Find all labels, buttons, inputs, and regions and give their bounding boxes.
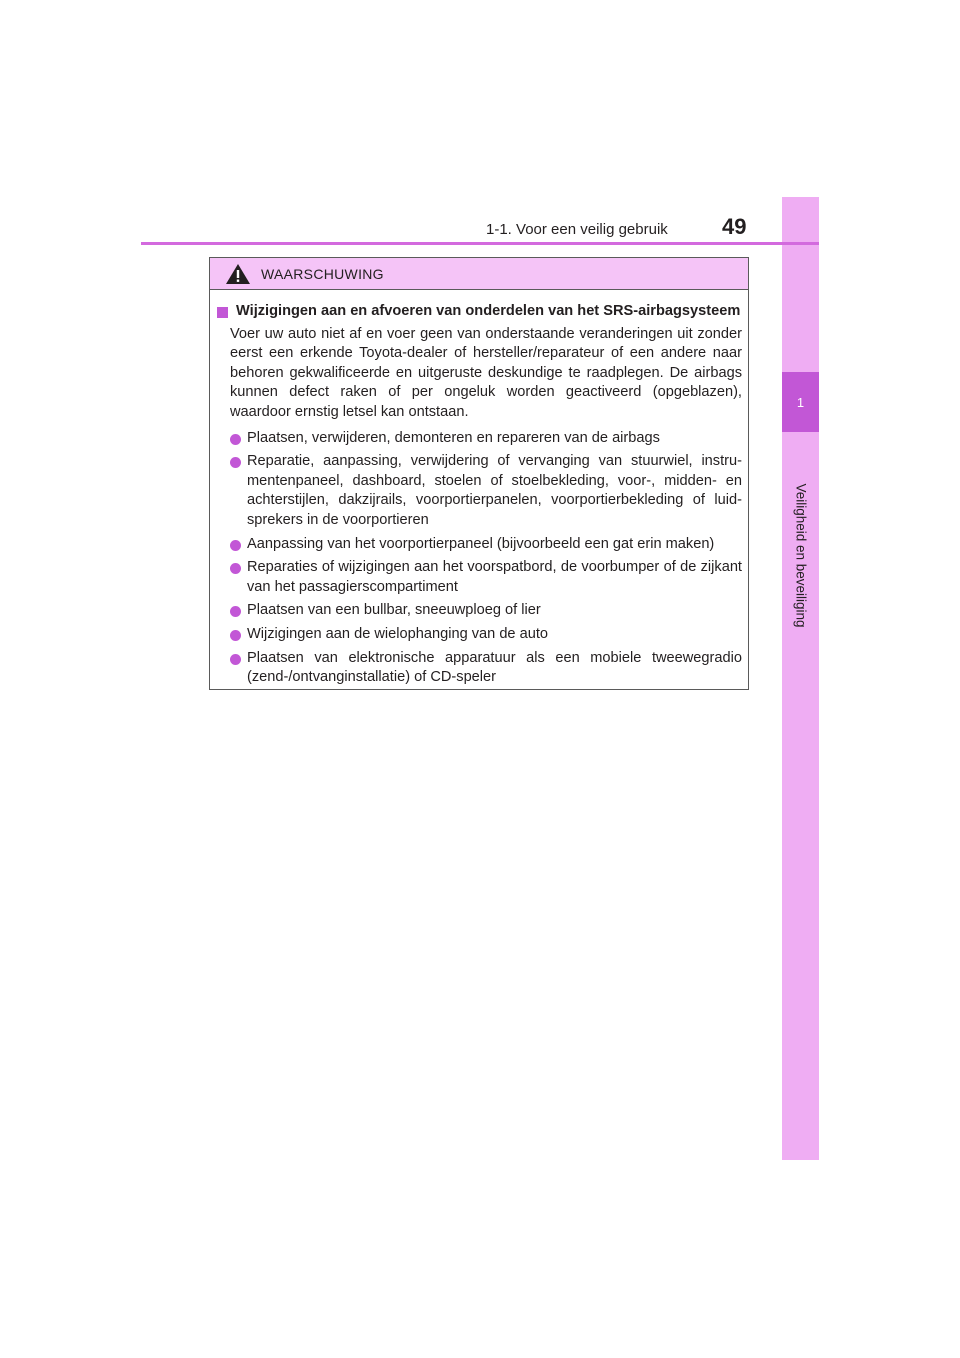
list-item bbox=[230, 535, 742, 555]
warning-title: WAARSCHUWING bbox=[261, 265, 384, 282]
bullet-dot-icon bbox=[230, 606, 241, 617]
warning-body bbox=[210, 290, 748, 688]
warning-box bbox=[209, 257, 749, 690]
chapter-side-tab bbox=[782, 197, 819, 1160]
chapter-number: 1 bbox=[796, 394, 805, 410]
list-item-text: Reparaties of wijzigingen aan het voorspatbord, de voorbumper of de zijkant van het passagierscompartiment bbox=[247, 559, 742, 595]
chapter-number-tab[interactable] bbox=[782, 372, 819, 432]
chapter-label: Veiligheid en beveiliging bbox=[793, 482, 809, 628]
warning-triangle-icon bbox=[225, 263, 251, 285]
bullet-dot-icon bbox=[230, 654, 241, 665]
page-number: 49 bbox=[722, 214, 747, 239]
list-item-text: Wijzigingen aan de wielophanging van de auto bbox=[247, 625, 549, 642]
header-divider bbox=[141, 242, 819, 245]
list-item bbox=[230, 601, 742, 621]
list-item-text: Aanpassing van het voorportierpaneel (bijvoorbeeld een gat erin maken) bbox=[247, 535, 715, 552]
warning-header bbox=[210, 258, 748, 290]
bullet-dot-icon bbox=[230, 563, 241, 574]
square-bullet-icon bbox=[217, 307, 228, 318]
warning-list bbox=[217, 429, 742, 688]
bullet-dot-icon bbox=[230, 540, 241, 551]
bullet-dot-icon bbox=[230, 457, 241, 468]
list-item-text: Reparatie, aanpassing, verwijdering of vervanging van stuurwiel, instrumentenpaneel, dashboard, stoelen of stoelbekleding, voor-, midden- en achterstijlen, dakzijrails, voorportierpanelen, voorportierbekleding of luidsprekers in de voorportieren bbox=[247, 453, 742, 528]
list-item-text: Plaatsen, verwijderen, demonteren en repareren van de airbags bbox=[247, 429, 660, 446]
warning-intro: Voer uw auto niet af en voer geen van onderstaande veranderingen uit zonder eerst een erkende Toyota-dealer of hersteller/reparateur of een andere naar behoren gekwalificeerde en uitgeruste deskundige te raadplegen. De airbags kunnen defect raken of per ongeluk worden geactiveerd (opgeblazen), waardoor ernstig letsel kan ontstaan. bbox=[230, 325, 742, 420]
list-item bbox=[230, 558, 742, 597]
warning-topic-text: Wijzigingen aan en afvoeren van onderdelen van het SRS-airbagsysteem bbox=[236, 303, 741, 319]
list-item bbox=[230, 429, 742, 449]
bullet-dot-icon bbox=[230, 434, 241, 445]
warning-topic bbox=[217, 302, 742, 322]
list-item-text: Plaatsen van elektronische apparatuur als een mobiele tweewegradio (zend-/ontvanginstallatie) of CD-speler bbox=[247, 649, 742, 686]
list-item bbox=[230, 649, 742, 688]
chapter-label-container bbox=[776, 440, 826, 670]
bullet-dot-icon bbox=[230, 630, 241, 641]
list-item bbox=[230, 452, 742, 530]
section-title: 1-1. Voor een veilig gebruik bbox=[486, 221, 668, 238]
list-item bbox=[230, 625, 742, 645]
list-item-text: Plaatsen van een bullbar, sneeuwploeg of lier bbox=[247, 602, 541, 619]
